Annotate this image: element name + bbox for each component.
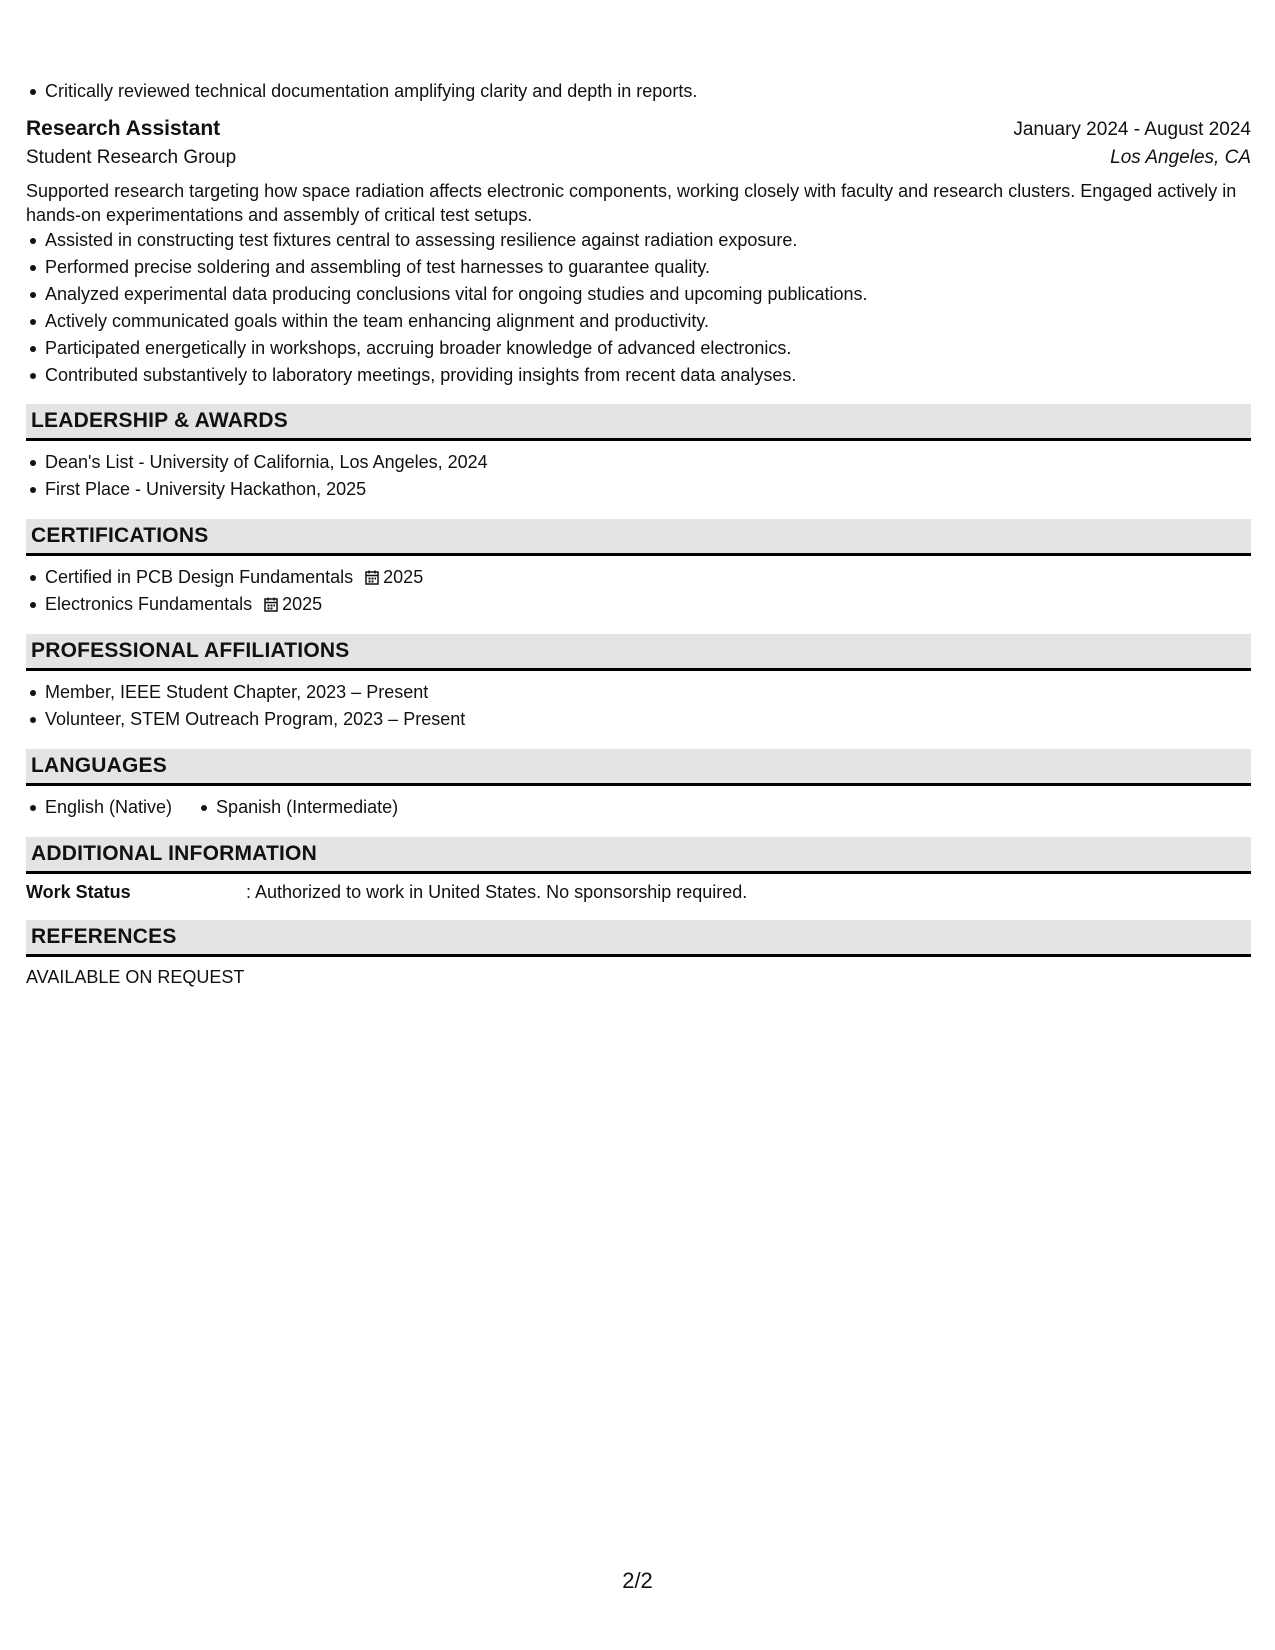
job-subheader-row: [26, 147, 1251, 169]
work-status-row: [26, 880, 1251, 904]
leadership-section: [26, 404, 1251, 503]
list-item: Performed precise soldering and assembling of test harnesses to guarantee quality.: [45, 254, 1251, 281]
section-heading-references: REFERENCES: [26, 920, 1251, 957]
job-company: Student Research Group: [26, 147, 237, 168]
list-item: Assisted in constructing test fixtures central to assessing resilience against radiation exposure.: [45, 227, 1251, 254]
certification-year: 2025: [282, 594, 323, 614]
work-status-label: Work Status: [26, 882, 131, 902]
page-number: 2/2: [622, 1568, 653, 1593]
list-item: Volunteer, STEM Outreach Program, 2023 – Present: [45, 706, 1251, 733]
certification-name: Certified in PCB Design Fundamentals: [45, 567, 354, 587]
calendar-icon: [264, 597, 278, 612]
list-item: Actively communicated goals within the team enhancing alignment and productivity.: [45, 308, 1251, 335]
list-item: Dean's List - University of California, Los Angeles, 2024: [45, 449, 1251, 476]
resume-page: [26, 78, 1251, 989]
list-item: Spanish (Intermediate): [216, 794, 398, 821]
job-title: Research Assistant: [26, 117, 221, 140]
references-text: AVAILABLE ON REQUEST: [26, 967, 245, 987]
list-item: Analyzed experimental data producing conclusions vital for ongoing studies and upcoming publications.: [45, 281, 1251, 308]
list-item: Contributed substantively to laboratory meetings, providing insights from recent data analyses.: [45, 362, 1251, 389]
section-heading-affiliations: PROFESSIONAL AFFILIATIONS: [26, 634, 1251, 671]
job-summary: Supported research targeting how space radiation affects electronic components, working closely with faculty and research clusters. Engaged actively in hands-on experimentations and assembly of critical test setups.: [26, 181, 1237, 225]
section-heading-additional: ADDITIONAL INFORMATION: [26, 837, 1251, 874]
certifications-section: [26, 519, 1251, 618]
job-bullets: [26, 227, 1251, 389]
additional-info-section: [26, 837, 1251, 904]
section-heading-leadership: LEADERSHIP & AWARDS: [26, 404, 1251, 441]
list-item: [45, 591, 1251, 618]
references-section: [26, 920, 1251, 989]
affiliations-list: [26, 679, 1251, 733]
certifications-list: [26, 564, 1251, 618]
section-heading-certifications: CERTIFICATIONS: [26, 519, 1251, 556]
job-dates: January 2024 - August 2024: [1013, 119, 1251, 140]
leadership-list: [26, 449, 1251, 503]
previous-job-bullets: [26, 78, 1251, 105]
list-item: Member, IEEE Student Chapter, 2023 – Present: [45, 679, 1251, 706]
experience-entry: [26, 117, 1251, 389]
list-item: [45, 564, 1251, 591]
languages-section: [26, 749, 1251, 821]
section-heading-languages: LANGUAGES: [26, 749, 1251, 786]
calendar-icon: [365, 570, 379, 585]
list-item: English (Native): [45, 794, 172, 821]
job-header-row: [26, 117, 1251, 141]
affiliations-section: [26, 634, 1251, 733]
certification-year: 2025: [383, 567, 424, 587]
certification-name: Electronics Fundamentals: [45, 594, 253, 614]
list-item: Participated energetically in workshops, accruing broader knowledge of advanced electronics.: [45, 335, 1251, 362]
job-location: Los Angeles, CA: [1110, 147, 1251, 168]
list-item: First Place - University Hackathon, 2025: [45, 476, 1251, 503]
list-item: Critically reviewed technical documentation amplifying clarity and depth in reports.: [45, 78, 1251, 105]
languages-list: [26, 794, 1251, 821]
work-status-value: : Authorized to work in United States. No sponsorship required.: [246, 882, 748, 902]
